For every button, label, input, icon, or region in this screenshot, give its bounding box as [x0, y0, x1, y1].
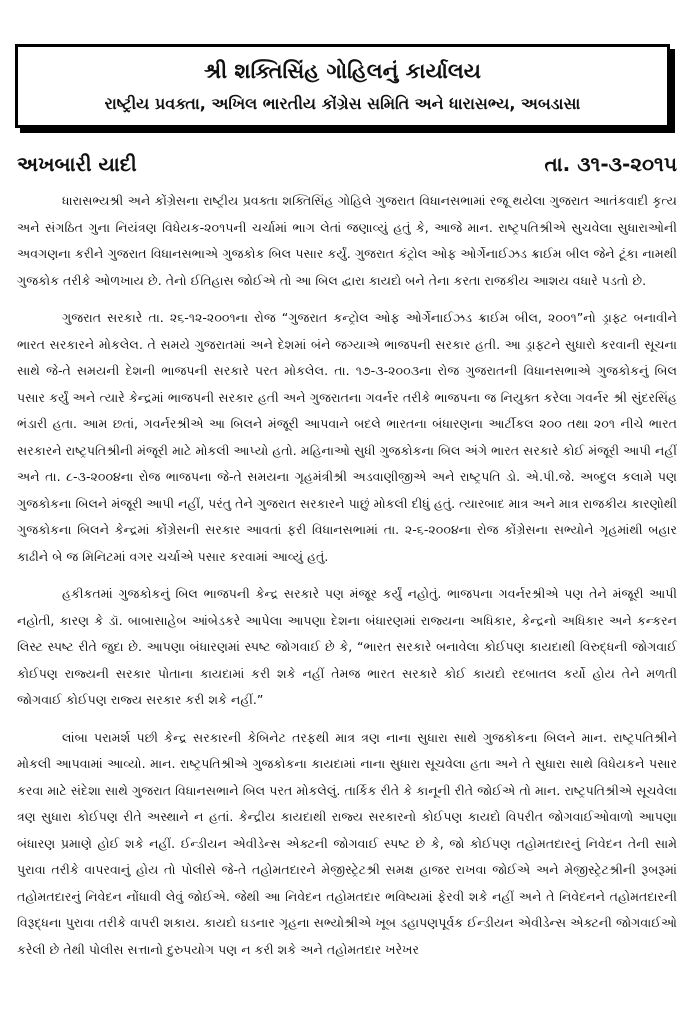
office-title: શ્રી શક્તિસિંહ ગોહિલનું કાર્યાલય — [204, 59, 481, 83]
press-release-row — [17, 150, 677, 180]
press-release-label: અખબારી યાદી — [17, 152, 137, 176]
office-subtitle: રાષ્ટ્રીય પ્રવક્તા, અખિલ ભારતીય કોંગ્રેસ સમિતિ અને ધારાસભ્ય, અબડાસા — [104, 94, 581, 113]
office-header — [15, 44, 670, 128]
press-release-date: તા. ૩૧-૩-૨૦૧૫ — [544, 152, 677, 176]
paragraph: હકીકતમાં ગુજકોકનું બિલ ભાજપની કેન્દ્ર સરકારે પણ મંજૂર કર્યું નહોતું. ભાજપના ગવર્નરશ્રીએ પણ તેને મંજૂરી આપી નહોતી, કારણ કે ડૉ. બાબાસાહેબ આંબેડકરે આપેલા આપણા દેશના બંધારણમાં રાજ્યના અધિકાર, કેન્દ્રનો અધિકાર અને કન્કરન લિસ્ટ સ્પષ્ટ રીતે જુદા છે. આપણા બંધારણમાં સ્પષ્ટ જોગવાઈ છે કે, “ભારત સરકારે બનાવેલા કોઈપણ કાયદાથી વિરુદ્ધની જોગવાઈ કોઈપણ રાજ્યની સરકાર પોતાના કાયદામાં કરી શકે નહીં તેમજ ભારત સરકારે કોઈ કાયદો રદબાતલ કર્યો હોય તેને મળતી જોગવાઈ કોઈપણ રાજ્ય સરકાર કરી શકે નહીં.” — [17, 586, 677, 707]
document-body — [17, 188, 677, 974]
paragraph: લાંબા પરામર્શ પછી કેન્દ્ર સરકારની કેબિનેટ તરફથી માત્ર ત્રણ નાના સુધારા સાથે ગુજકોકના બિલને માન. રાષ્ટ્રપતિશ્રીને મોકલી આપવામાં આવ્યો. માન. રાષ્ટ્રપતિશ્રીએ ગુજકોકના કાયદામાં નાના સુધારા સૂચવેલા હતા અને તે સુધારા સાથે વિધેયકને પસાર કરવા માટે સંદેશા સાથે ગુજરાત વિધાનસભાને બિલ પરત મોકલેલું. તાર્કિક રીતે કે કાનૂની રીતે જોઈએ તો માન. રાષ્ટ્રપતિશ્રીએ સૂચવેલા ત્રણ સુધારા કોઈપણ રીતે અસ્થાને ન હતાં. કેન્દ્રીય કાયદાથી રાજ્ય સરકારનો કોઈપણ કાયદો વિપરીત જોગવાઈઓવાળો આપણા બંધારણ પ્રમાણે હોઈ શકે નહીં. ઈન્ડીયન એવીડેન્સ એક્ટની જોગવાઈ સ્પષ્ટ છે કે, જો કોઈપણ તહોમતદારનું નિવેદન તેની સામે પુરાવા તરીકે વાપરવાનું હોય તો પોલીસે જે-તે તહોમતદારને મેજીસ્ટ્રેટશ્રી સમક્ષ હાજર રાખવા જોઈએ અને મેજીસ્ટ્રેટશ્રીની રૂબરૂમાં તહોમતદારનું નિવેદન નોંધાવી લેવું જોઈએ. જેથી આ નિવેદન તહોમતદાર ભવિષ્યમાં ફેરવી શકે નહીં અને તે નિવેદનને તહોમતદારની વિરૂદ્ધના પુરાવા તરીકે વાપરી શકાય. કાયદો ઘડનાર ગૃહના સભ્યોશ્રીએ ખૂબ ડહાપણપૂર્વક ઈન્ડીયન એવીડેન્સ એક્ટની જોગવાઈઓ કરેલી છે તેથી પોલીસ સત્તાનો દુરુપયોગ પણ ન કરી શકે અને તહોમતદાર ખરેખર — [17, 729, 677, 957]
paragraph: ધારાસભ્યશ્રી અને કોંગ્રેસના રાષ્ટ્રીય પ્રવક્તા શક્તિસિંહ ગોહિલે ગુજરાત વિધાનસભામાં રજૂ થયેલા ગુજરાત આતંકવાદી કૃત્ય અને સંગઠિત ગુના નિયંત્રણ વિધેયક-૨૦૧૫ની ચર્ચામાં ભાગ લેતાં જણાવ્યું હતું કે, આજે માન. રાષ્ટ્રપતિશ્રીએ સુચવેલા સુધારાઓની અવગણના કરીને ગુજરાત વિધાનસભાએ ગુજકોક બિલ પસાર કર્યું. ગુજરાત કંટ્રોલ ઓફ ઓર્ગેનાઈઝડ ક્રાઈમ બીલ જેને ટૂંકા નામથી ગુજકોક તરીકે ઓળખાય છે. તેનો ઈતિહાસ જોઈએ તો આ બિલ દ્વારા કાયદો બને તેના કરતા રાજકીય આશય વધારે પડતો છે. — [17, 193, 677, 288]
paragraph: ગુજરાત સરકારે તા. ૨૬-૧૨-૨૦૦૧ના રોજ “ગુજરાત કન્ટ્રોલ ઓફ ઓર્ગેનાઈઝડ ક્રાઈમ બીલ, ૨૦૦૧”નો ડ્રાફ્ટ બનાવીને ભારત સરકારને મોકલેલ. તે સમયે ગુજરાતમાં અને દેશમાં બંને જગ્યાએ ભાજપની સરકાર હતી. આ ડ્રાફ્ટને સુધારો કરવાની સૂચના સાથે જે-તે સમયની દેશની ભાજપની સરકારે પરત મોકલેલ. તા. ૧૭-૩-૨૦૦૩ના રોજ ગુજરાતની વિધાનસભાએ ગુજકોકનું બિલ પસાર કર્યું અને ત્યારે કેન્દ્રમાં ભાજપની સરકાર હતી અને ગુજરાતના ગવર્નર તરીકે ભાજપના જ નિયુક્ત કરેલા ગવર્નર શ્રી સુંદરસિંહ ભંડારી હતા. આમ છતાં, ગવર્નરશ્રીએ આ બિલને મંજૂરી આપવાને બદલે ભારતના બંધારણના આર્ટીકલ ૨૦૦ તથા ૨૦૧ નીચે ભારત સરકારને રાષ્ટ્રપતિશ્રીની મંજૂરી માટે મોકલી આપ્યો હતો. મહિનાઓ સુધી ગુજકોકના બિલ અંગે ભારત સરકારે કોઈ મંજૂરી આપી નહીં અને તા. ૮-૩-૨૦૦૪ના રોજ ભાજપના જે-તે સમયના ગૃહમંત્રીશ્રી અડવાણીજીએ અને રાષ્ટ્રપતિ ડો. એ.પી.જે. અબ્દુલ કલામે પણ ગુજકોકના બિલને મંજૂરી આપી નહીં, પરંતુ તેને ગુજરાત સરકારને પાછું મોકલી દીધું હતું. ત્યારબાદ માત્ર અને માત્ર રાજકીય કારણોથી ગુજકોકના બિલને કેન્દ્રમાં કોંગ્રેસની સરકાર આવતાં ફરી વિધાનસભામાં તા. ૨-૬-૨૦૦૪ના રોજ કોંગ્રેસના સભ્યોને ગૃહમાંથી બહાર કાઢીને બે જ મિનિટમાં વગર ચર્ચાએ પસાર કરવામાં આવ્યું હતું. — [17, 310, 678, 564]
